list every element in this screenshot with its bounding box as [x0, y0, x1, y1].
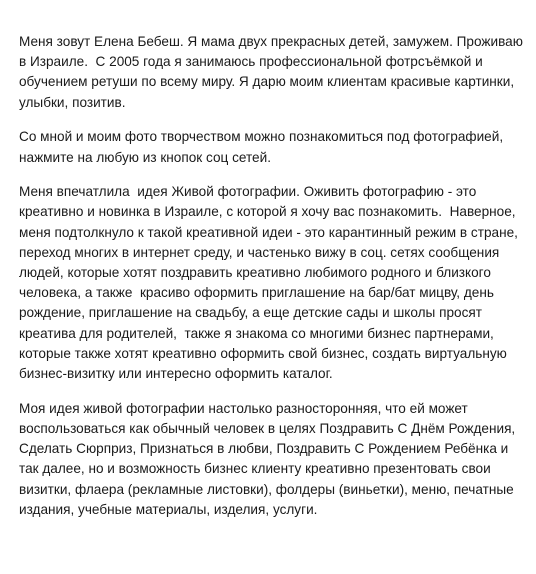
- text-line: Меня зовут Елена Бебеш. Я мама двух прекрасных детей, замужем. Проживаю: [19, 34, 523, 49]
- text-line: издания, учебные материалы, изделия, услуги.: [19, 501, 318, 517]
- text-line: креативно и новинка в Израиле, с которой я хочу вас познакомить. Наверное,: [19, 204, 516, 220]
- text-line: Меня впечатлила идея Живой фотографии. Оживить фотографию - это: [19, 184, 477, 200]
- text-line: Со мной и моим фото творчеством можно познакомиться под фотографией,: [19, 129, 504, 145]
- text-line: обучением ретуши по всему миру. Я дарю моим клиентам красивые картинки,: [19, 74, 515, 90]
- text-line: которые также хотят креативно оформить свой бизнес, создать виртуальную: [19, 345, 507, 361]
- text-line: воспользоваться как обычный человек в целях Поздравить С Днём Рождения,: [19, 420, 516, 436]
- text-line: так далее, но и возможность бизнес клиенту креативно презентовать свои: [19, 461, 491, 477]
- text-line: людей, которые хотят поздравить креативно любимого родного и близкого: [19, 265, 491, 281]
- paragraph-uses: [19, 399, 531, 520]
- text-line: улыбки, позитив.: [19, 94, 126, 110]
- text-line: креатива для родителей, также я знакома со многими бизнес партнерами,: [19, 325, 494, 341]
- text-line: меня подтолкнуло к такой креативной идеи - это карантинный режим в стране,: [19, 224, 518, 240]
- text-line: в Израиле. С 2005 года я занимаюсь профессиональной фотрсъёмкой и: [19, 54, 483, 70]
- paragraph-live-photo-idea: [19, 182, 531, 384]
- text-line: Сделать Сюрприз, Признаться в любви, Поздравить С Рождением Ребёнка и: [19, 441, 509, 457]
- text-line: бизнес-визитку или интересно оформить каталог.: [19, 366, 333, 382]
- text-content: [19, 32, 531, 534]
- paragraph-social: [19, 127, 531, 167]
- text-line: рождение, приглашение на свадьбу, а еще детские сады и школы просят: [19, 305, 482, 321]
- text-line: нажмите на любую из кнопок соц сетей.: [19, 149, 271, 165]
- paragraph-intro: [19, 32, 531, 113]
- text-line: переход многих в интернет среду, и частенько вижу в соц. сетях сообщения: [19, 244, 500, 260]
- text-line: человека, а также красиво оформить приглашение на бар/бат мицву, день: [19, 285, 494, 301]
- text-line: визитки, флаера (рекламные листовки), фолдеры (виньетки), меню, печатные: [19, 481, 514, 497]
- text-line: Моя идея живой фотографии настолько разносторонняя, что ей может: [19, 400, 468, 416]
